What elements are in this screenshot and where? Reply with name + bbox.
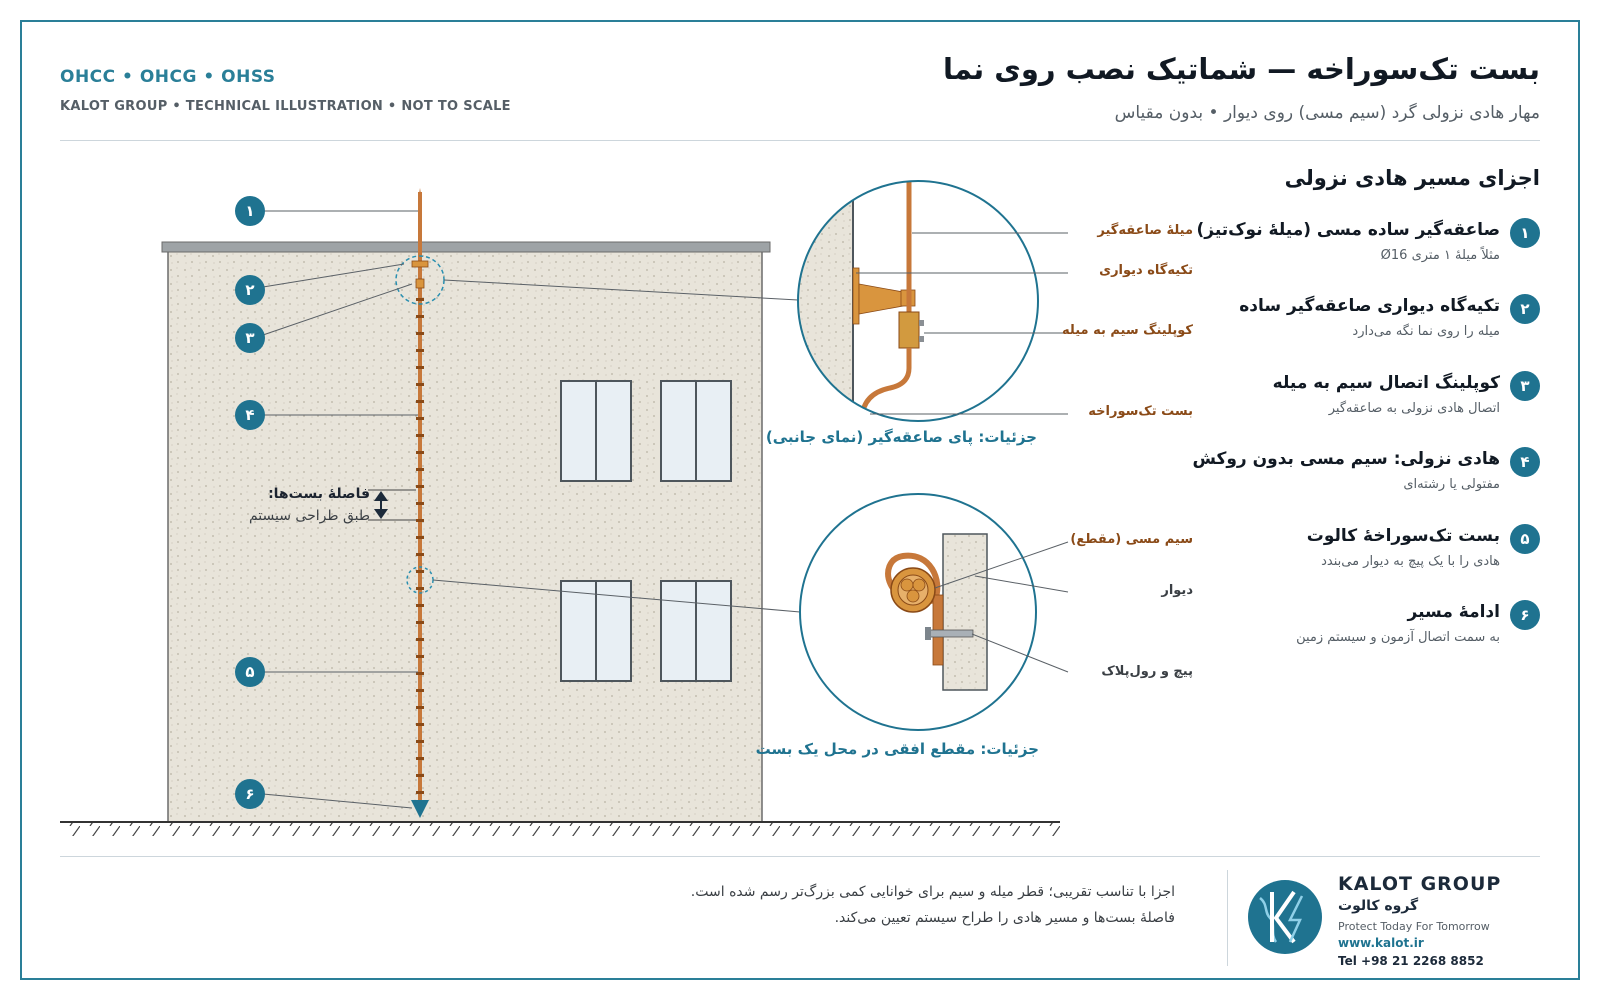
company-slogan: Protect Today For Tomorrow [1338, 920, 1490, 933]
clamp-tick [416, 638, 424, 641]
part-name: بست تک‌سوراخهٔ کالوت [1306, 526, 1500, 546]
page-subtitle: مهار هادی نزولی گرد (سیم مسی) روی دیوار • بدون مقیاس [1114, 103, 1540, 123]
detail2-label-wall: دیوار [1161, 583, 1193, 598]
detail2-title: جزئیات: مقطع افقی در محل یک بست [755, 740, 1039, 758]
illustration-caption: KALOT GROUP • TECHNICAL ILLUSTRATION • NOT TO SCALE [60, 99, 511, 114]
clamp-tick [416, 485, 424, 488]
part-name: کوپلینگ اتصال سیم به میله [1272, 373, 1500, 393]
callout-number: ۳ [245, 329, 255, 347]
part-number: ۶ [1510, 600, 1540, 630]
detail1-label-rod: میلهٔ صاعقه‌گیر [1097, 223, 1193, 238]
detail2-label-screw: پیچ و رول‌پلاک [1101, 664, 1193, 679]
part-name: صاعقه‌گیر ساده مسی (میلهٔ نوک‌تیز) [1196, 220, 1500, 240]
clamp-tick [416, 332, 424, 335]
window-upper-right [661, 381, 731, 481]
clamp-tick [416, 757, 424, 760]
product-codes: OHCC • OHCG • OHSS [60, 67, 276, 87]
part-number: ۵ [1510, 524, 1540, 554]
part-description: اتصال هادی نزولی به صاعقه‌گیر [1328, 401, 1500, 416]
clamp-tick [416, 621, 424, 624]
clamp-tick [416, 366, 424, 369]
clamp-tick [416, 604, 424, 607]
clamp-tick [416, 655, 424, 658]
clamp-tick [416, 570, 424, 573]
kalot-logo-icon [1246, 878, 1324, 956]
spacing-text: طبق طراحی سیستم [248, 508, 370, 524]
part-item [1196, 218, 1540, 284]
detail1-title: جزئیات: پای صاعقه‌گیر (نمای جانبی) [765, 428, 1037, 446]
part-name: ادامهٔ مسیر [1407, 602, 1500, 622]
part-name: هادی نزولی: سیم مسی بدون روکش [1192, 449, 1500, 469]
clamp-tick [416, 519, 424, 522]
wall-support [412, 261, 428, 267]
company-name-fa: گروه کالوت [1338, 898, 1419, 914]
footer-note-2: فاصلهٔ بست‌ها و مسیر هادی را طراح سیستم تعیین می‌کند. [834, 910, 1175, 926]
company-website[interactable]: www.kalot.ir [1338, 936, 1424, 950]
clamp-tick [416, 587, 424, 590]
part-description: مفتولی یا رشته‌ای [1403, 477, 1500, 492]
clamp-tick [416, 536, 424, 539]
clamp-tick [416, 349, 424, 352]
clamp-tick [416, 451, 424, 454]
part-number: ۳ [1510, 371, 1540, 401]
spacing-title: فاصلهٔ بست‌ها: [268, 486, 370, 502]
company-name-en: KALOT GROUP [1338, 873, 1502, 895]
detail1-label-support: تکیه‌گاه دیواری [1099, 263, 1193, 278]
clamp-tick [416, 689, 424, 692]
part-number: ۲ [1510, 294, 1540, 324]
callout-number: ۲ [245, 281, 255, 299]
part-name: تکیه‌گاه دیواری صاعقه‌گیر ساده [1239, 296, 1500, 316]
part-number: ۱ [1510, 218, 1540, 248]
clamp-tick [416, 400, 424, 403]
parts-title: اجزای مسیر هادی نزولی [1284, 166, 1540, 190]
part-description: میله را روی نما نگه می‌دارد [1352, 324, 1500, 339]
coupling [416, 279, 424, 288]
detail1-label-coupling: کوپلینگ سیم به میله [1062, 323, 1193, 338]
callout-number: ۶ [245, 785, 255, 803]
clamp-tick [416, 383, 424, 386]
page-title: بست تک‌سوراخه — شماتیک نصب روی نما [942, 52, 1540, 86]
clamp-tick [416, 723, 424, 726]
footer-vertical-divider [1227, 870, 1228, 966]
clamp-tick [416, 774, 424, 777]
clamp-tick [416, 502, 424, 505]
roof-parapet [162, 242, 770, 252]
clamp-tick [416, 740, 424, 743]
clamp-tick [416, 706, 424, 709]
clamp-tick [416, 434, 424, 437]
detail1-label-clamp: بست تک‌سوراخه [1088, 404, 1193, 419]
clamp-tick [416, 791, 424, 794]
clamp-tick [416, 298, 424, 301]
detail2-label-wire: سیم مسی (مقطع) [1070, 532, 1193, 547]
callout-number: ۵ [245, 663, 255, 681]
detail2-circle [800, 494, 1036, 730]
part-item [1210, 600, 1540, 666]
part-item [1192, 447, 1540, 513]
footer-divider [60, 856, 1540, 857]
callout-number: ۴ [245, 406, 255, 424]
company-phone: Tel +98 21 2268 8852 [1338, 954, 1484, 968]
clamp-tick [416, 417, 424, 420]
part-item [1210, 294, 1540, 360]
clamp-tick [416, 553, 424, 556]
clamp-tick [416, 315, 424, 318]
clamp-tick [416, 468, 424, 471]
part-description: هادی را با یک پیچ به دیوار می‌بندد [1321, 554, 1500, 569]
ground-hatch [60, 822, 1060, 836]
part-item [1210, 371, 1540, 437]
part-description: به سمت اتصال آزمون و سیستم زمین [1296, 630, 1500, 645]
window-lower-right [661, 581, 731, 681]
callout-number: ۱ [245, 202, 255, 220]
window-upper-left [561, 381, 631, 481]
part-description: مثلاً میلهٔ ۱ متری Ø16 [1380, 248, 1500, 263]
part-number: ۴ [1510, 447, 1540, 477]
footer-note-1: اجزا با تناسب تقریبی؛ قطر میله و سیم برای خوانایی کمی بزرگ‌تر رسم شده است. [690, 884, 1175, 900]
part-item [1210, 524, 1540, 590]
detail1-circle [780, 170, 1038, 440]
